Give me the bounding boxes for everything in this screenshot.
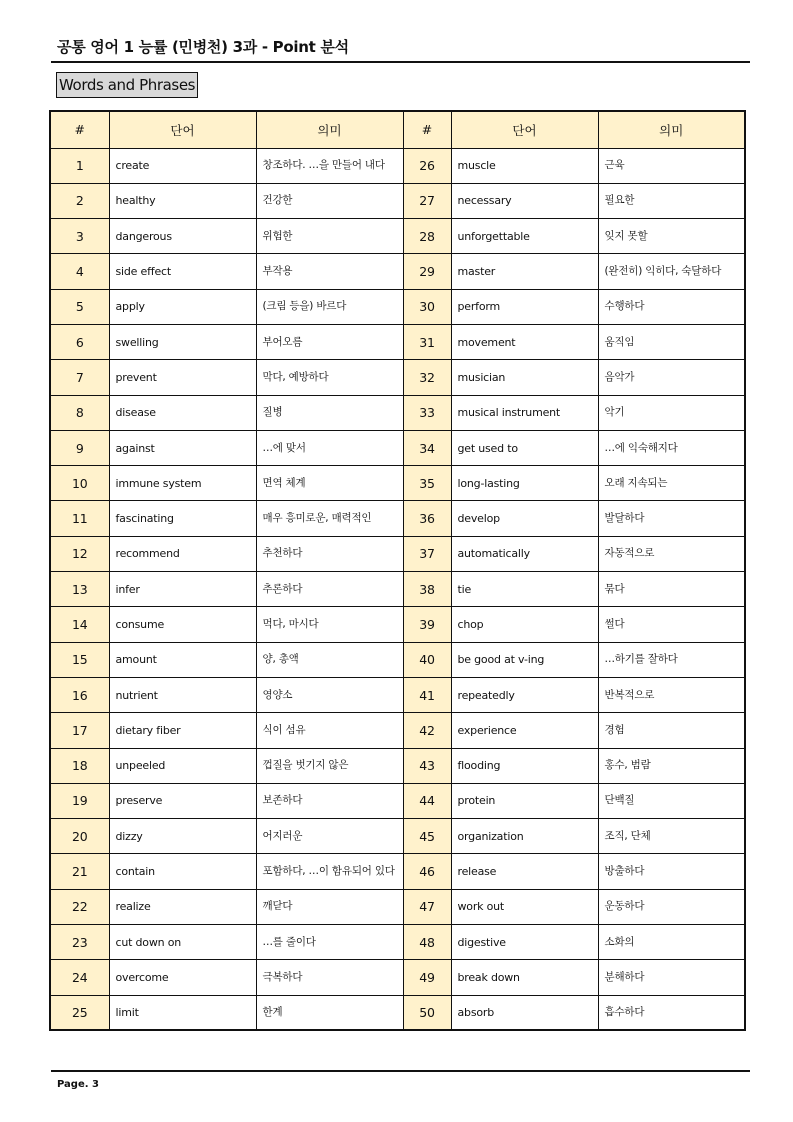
entry-meaning: 부어오름 xyxy=(256,324,403,359)
entry-meaning: …에 익숙해지다 xyxy=(598,430,745,465)
entry-word: swelling xyxy=(109,324,256,359)
entry-word: against xyxy=(109,430,256,465)
table-row xyxy=(50,360,745,395)
entry-meaning: 추론하다 xyxy=(256,572,403,607)
entry-meaning: 매우 흥미로운, 매력적인 xyxy=(256,501,403,536)
entry-meaning: 영양소 xyxy=(256,677,403,712)
entry-word: long-lasting xyxy=(451,466,598,501)
entry-word: tie xyxy=(451,572,598,607)
entry-word: infer xyxy=(109,572,256,607)
entry-word: necessary xyxy=(451,183,598,218)
table-row xyxy=(50,960,745,995)
entry-number: 48 xyxy=(403,925,451,960)
entry-word: fascinating xyxy=(109,501,256,536)
entry-meaning: 위험한 xyxy=(256,219,403,254)
entry-meaning: 움직임 xyxy=(598,324,745,359)
table-row xyxy=(50,148,745,183)
entry-number: 15 xyxy=(50,642,109,677)
vocabulary-table xyxy=(49,110,746,1031)
entry-meaning: 악기 xyxy=(598,395,745,430)
entry-meaning: 면역 체계 xyxy=(256,466,403,501)
entry-word: create xyxy=(109,148,256,183)
entry-number: 18 xyxy=(50,748,109,783)
entry-number: 28 xyxy=(403,219,451,254)
entry-number: 21 xyxy=(50,854,109,889)
entry-number: 25 xyxy=(50,995,109,1030)
entry-meaning: 수행하다 xyxy=(598,289,745,324)
entry-meaning: …에 맞서 xyxy=(256,430,403,465)
entry-number: 20 xyxy=(50,819,109,854)
entry-word: be good at v-ing xyxy=(451,642,598,677)
entry-meaning: 홍수, 범람 xyxy=(598,748,745,783)
entry-word: automatically xyxy=(451,536,598,571)
entry-number: 23 xyxy=(50,925,109,960)
entry-word: organization xyxy=(451,819,598,854)
table-row xyxy=(50,254,745,289)
entry-word: get used to xyxy=(451,430,598,465)
entry-number: 35 xyxy=(403,466,451,501)
entry-number: 7 xyxy=(50,360,109,395)
table-row xyxy=(50,289,745,324)
entry-meaning: 포함하다, …이 함유되어 있다 xyxy=(256,854,403,889)
entry-word: consume xyxy=(109,607,256,642)
entry-word: contain xyxy=(109,854,256,889)
entry-meaning: …를 줄이다 xyxy=(256,925,403,960)
entry-meaning: 극복하다 xyxy=(256,960,403,995)
entry-meaning: (크림 등을) 바르다 xyxy=(256,289,403,324)
entry-number: 31 xyxy=(403,324,451,359)
entry-word: chop xyxy=(451,607,598,642)
entry-number: 49 xyxy=(403,960,451,995)
entry-meaning: 묶다 xyxy=(598,572,745,607)
entry-meaning: 조직, 단체 xyxy=(598,819,745,854)
entry-word: protein xyxy=(451,783,598,818)
entry-number: 39 xyxy=(403,607,451,642)
entry-meaning: 부작용 xyxy=(256,254,403,289)
entry-meaning: 건강한 xyxy=(256,183,403,218)
column-header-meaning: 의미 xyxy=(598,111,745,148)
table-row xyxy=(50,430,745,465)
footer-divider xyxy=(51,1070,750,1072)
entry-word: develop xyxy=(451,501,598,536)
table-row xyxy=(50,925,745,960)
table-row xyxy=(50,324,745,359)
entry-number: 22 xyxy=(50,889,109,924)
table-row xyxy=(50,889,745,924)
column-header-meaning: 의미 xyxy=(256,111,403,148)
entry-meaning: …하기를 잘하다 xyxy=(598,642,745,677)
entry-number: 8 xyxy=(50,395,109,430)
entry-number: 37 xyxy=(403,536,451,571)
entry-word: dietary fiber xyxy=(109,713,256,748)
entry-meaning: 썰다 xyxy=(598,607,745,642)
table-row xyxy=(50,677,745,712)
table-row xyxy=(50,607,745,642)
entry-number: 11 xyxy=(50,501,109,536)
entry-number: 5 xyxy=(50,289,109,324)
page-title: 공통 영어 1 능률 (민병천) 3과 - Point 분석 xyxy=(57,38,349,56)
entry-number: 19 xyxy=(50,783,109,818)
table-row xyxy=(50,466,745,501)
entry-number: 33 xyxy=(403,395,451,430)
table-row xyxy=(50,395,745,430)
column-header-number: # xyxy=(50,111,109,148)
entry-meaning: 한계 xyxy=(256,995,403,1030)
entry-word: nutrient xyxy=(109,677,256,712)
entry-meaning: (완전히) 익히다, 숙달하다 xyxy=(598,254,745,289)
entry-word: dangerous xyxy=(109,219,256,254)
entry-word: movement xyxy=(451,324,598,359)
entry-word: musical instrument xyxy=(451,395,598,430)
entry-meaning: 필요한 xyxy=(598,183,745,218)
entry-meaning: 운동하다 xyxy=(598,889,745,924)
entry-word: unpeeled xyxy=(109,748,256,783)
entry-number: 16 xyxy=(50,677,109,712)
entry-meaning: 추천하다 xyxy=(256,536,403,571)
table-row xyxy=(50,536,745,571)
table-row xyxy=(50,183,745,218)
entry-meaning: 반복적으로 xyxy=(598,677,745,712)
entry-number: 47 xyxy=(403,889,451,924)
entry-meaning: 발달하다 xyxy=(598,501,745,536)
entry-number: 3 xyxy=(50,219,109,254)
entry-meaning: 단백질 xyxy=(598,783,745,818)
entry-number: 46 xyxy=(403,854,451,889)
entry-number: 50 xyxy=(403,995,451,1030)
entry-number: 27 xyxy=(403,183,451,218)
entry-number: 26 xyxy=(403,148,451,183)
table-row xyxy=(50,713,745,748)
entry-word: recommend xyxy=(109,536,256,571)
entry-word: flooding xyxy=(451,748,598,783)
entry-meaning: 자동적으로 xyxy=(598,536,745,571)
entry-number: 40 xyxy=(403,642,451,677)
entry-number: 38 xyxy=(403,572,451,607)
entry-word: unforgettable xyxy=(451,219,598,254)
entry-word: master xyxy=(451,254,598,289)
entry-word: preserve xyxy=(109,783,256,818)
entry-number: 17 xyxy=(50,713,109,748)
entry-word: work out xyxy=(451,889,598,924)
entry-meaning: 막다, 예방하다 xyxy=(256,360,403,395)
entry-meaning: 깨닫다 xyxy=(256,889,403,924)
table-row xyxy=(50,572,745,607)
entry-number: 29 xyxy=(403,254,451,289)
table-row xyxy=(50,995,745,1030)
entry-word: perform xyxy=(451,289,598,324)
entry-word: disease xyxy=(109,395,256,430)
entry-meaning: 잊지 못할 xyxy=(598,219,745,254)
entry-word: repeatedly xyxy=(451,677,598,712)
entry-number: 6 xyxy=(50,324,109,359)
entry-word: realize xyxy=(109,889,256,924)
table-row xyxy=(50,501,745,536)
entry-number: 36 xyxy=(403,501,451,536)
entry-meaning: 분해하다 xyxy=(598,960,745,995)
entry-number: 10 xyxy=(50,466,109,501)
column-header-word: 단어 xyxy=(451,111,598,148)
entry-word: digestive xyxy=(451,925,598,960)
entry-number: 1 xyxy=(50,148,109,183)
entry-meaning: 방출하다 xyxy=(598,854,745,889)
entry-meaning: 창조하다. …을 만들어 내다 xyxy=(256,148,403,183)
entry-word: healthy xyxy=(109,183,256,218)
vocabulary-table-body xyxy=(50,148,745,1030)
entry-number: 4 xyxy=(50,254,109,289)
entry-meaning: 질병 xyxy=(256,395,403,430)
section-heading: Words and Phrases xyxy=(56,72,198,98)
entry-meaning: 오래 지속되는 xyxy=(598,466,745,501)
entry-word: apply xyxy=(109,289,256,324)
entry-word: amount xyxy=(109,642,256,677)
entry-number: 43 xyxy=(403,748,451,783)
entry-number: 42 xyxy=(403,713,451,748)
entry-meaning: 보존하다 xyxy=(256,783,403,818)
entry-meaning: 흡수하다 xyxy=(598,995,745,1030)
entry-meaning: 껍질을 벗기지 않은 xyxy=(256,748,403,783)
entry-word: immune system xyxy=(109,466,256,501)
entry-word: overcome xyxy=(109,960,256,995)
entry-meaning: 식이 섬유 xyxy=(256,713,403,748)
entry-word: limit xyxy=(109,995,256,1030)
entry-word: experience xyxy=(451,713,598,748)
table-header-row xyxy=(50,111,745,148)
entry-number: 14 xyxy=(50,607,109,642)
page-number: Page. 3 xyxy=(57,1079,99,1090)
entry-meaning: 양, 총액 xyxy=(256,642,403,677)
entry-word: prevent xyxy=(109,360,256,395)
table-row xyxy=(50,642,745,677)
table-row xyxy=(50,219,745,254)
entry-word: muscle xyxy=(451,148,598,183)
entry-meaning: 경험 xyxy=(598,713,745,748)
table-row xyxy=(50,819,745,854)
entry-word: release xyxy=(451,854,598,889)
table-row xyxy=(50,854,745,889)
entry-number: 41 xyxy=(403,677,451,712)
entry-number: 32 xyxy=(403,360,451,395)
entry-word: dizzy xyxy=(109,819,256,854)
column-header-word: 단어 xyxy=(109,111,256,148)
entry-word: absorb xyxy=(451,995,598,1030)
entry-meaning: 음악가 xyxy=(598,360,745,395)
entry-meaning: 근육 xyxy=(598,148,745,183)
entry-number: 2 xyxy=(50,183,109,218)
entry-word: side effect xyxy=(109,254,256,289)
table-row xyxy=(50,783,745,818)
column-header-number: # xyxy=(403,111,451,148)
entry-word: musician xyxy=(451,360,598,395)
entry-meaning: 소화의 xyxy=(598,925,745,960)
entry-number: 30 xyxy=(403,289,451,324)
entry-meaning: 어지러운 xyxy=(256,819,403,854)
entry-word: cut down on xyxy=(109,925,256,960)
entry-number: 45 xyxy=(403,819,451,854)
entry-number: 24 xyxy=(50,960,109,995)
entry-word: break down xyxy=(451,960,598,995)
table-row xyxy=(50,748,745,783)
entry-number: 9 xyxy=(50,430,109,465)
entry-number: 12 xyxy=(50,536,109,571)
entry-number: 13 xyxy=(50,572,109,607)
header-divider xyxy=(51,61,750,63)
entry-number: 34 xyxy=(403,430,451,465)
entry-number: 44 xyxy=(403,783,451,818)
entry-meaning: 먹다, 마시다 xyxy=(256,607,403,642)
